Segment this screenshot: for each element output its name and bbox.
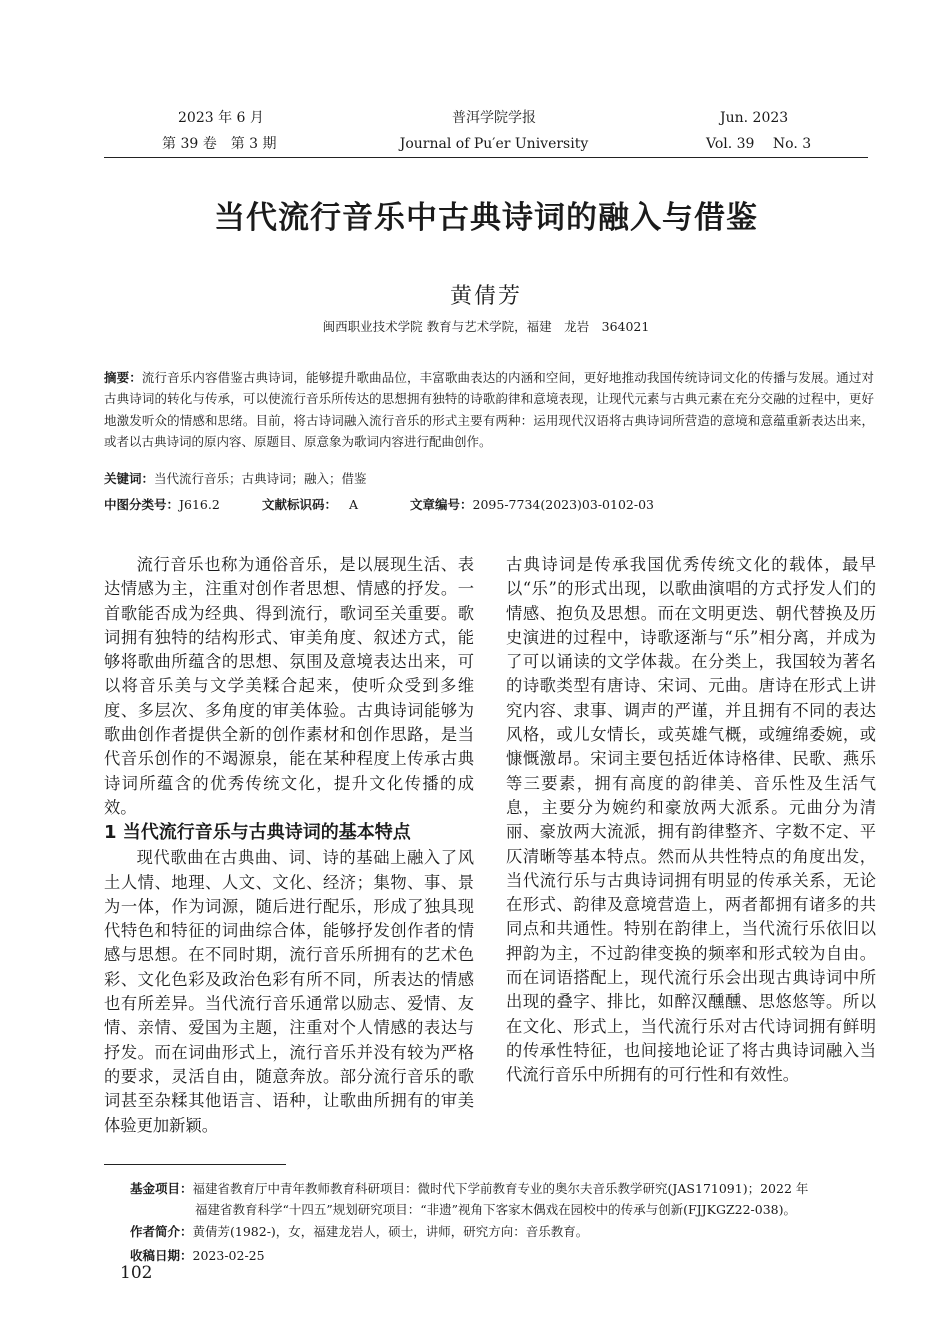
header-date-cn: 2023 年 6 月 [178, 110, 264, 126]
article-number-value: 2095-7734(2023)03-0102-03 [472, 497, 654, 512]
article-number-label: 文章编号： [410, 497, 473, 512]
right-paragraph: 古典诗词是传承我国优秀传统文化的载体，最早以“乐”的形式出现，以歌曲演唱的方式抒发人们的情感、抱负及思想。而在文明更迭、朝代替换及历史演进的过程中，诗歌逐渐与“乐”相分离，并成为了可以诵读的文学体裁。在分类上，我国较为著名的诗歌类型有唐诗、宋词、元曲。唐诗在形式上讲究内容、隶事、调声的严谨，并且拥有不同的表达风格，或儿女情长，或英雄气概，或缠绵委婉，或慷慨激昂。宋词主要包括近体诗格律、民歌、燕乐等三要素，拥有高度的韵律美、音乐性及生活气息，主要分为婉约和豪放两大派系。元曲分为清丽、豪放两大流派，拥有韵律整齐、字数不定、平仄清晰等基本特点。然而从共性特点的角度出发，当代流行乐与古典诗词拥有明显的传承关系，无论在形式、韵律及意境营造上，两者都拥有诸多的共同点和共通性。特别在韵律上，当代流行乐依旧以押韵为主，不过韵律变换的频率和形式较为自由。而在词语搭配上，现代流行乐会出现古典诗词中所出现的叠字、排比，如醉汉醺醺、思悠悠等。所以在文化、形式上，当代流行乐对古代诗词拥有鲜明的传承性特征，也间接地论证了将古典诗词融入当代流行音乐中所拥有的可行性和有效性。 [506, 555, 876, 1085]
abstract [104, 367, 874, 452]
article-title: 当代流行音乐中古典诗词的融入与借鉴 [214, 200, 758, 236]
author-bio-label: 作者简介： [130, 1224, 193, 1239]
author-name: 黄倩芳 [449, 284, 522, 309]
header-journal-en: Journal of Pu′er University [399, 136, 589, 152]
section-paragraph: 现代歌曲在古典曲、词、诗的基础上融入了风土人情、地理、人文、文化、经济；集物、事、景为一体，作为词源，随后进行配乐，形成了独具现代特色和特征的词曲综合体，能够抒发创作者的情感与思想。在不同时期，流行音乐所拥有的艺术色彩、文化色彩及政治色彩有所不同，所表达的情感也有所差异。当代流行音乐通常以励志、爱情、友情、亲情、爱国为主题，注重对个人情感的表达与抒发。而在词曲形式上，流行音乐并没有较为严格的要求，灵活自由，随意奔放。部分流行音乐的歌词甚至杂糅其他语言、语种，让歌曲所拥有的审美体验更加新颖。 [104, 848, 474, 1135]
right-column [506, 553, 876, 1088]
keywords [104, 470, 367, 488]
clc-number [104, 496, 220, 514]
fund-line-1: 福建省教育厅中青年教师教育科研项目：微时代下学前教育专业的奥尔夫音乐教学研究(JAS171091)；2022 年 [192, 1181, 809, 1196]
fund-line-2: 福建省教育科学“十四五”规划研究项目：“非遗”视角下客家木偶戏在园校中的传承与创新(FJJKGZ22-038)。 [195, 1202, 797, 1217]
author-affiliation: 闽西职业技术学院 教育与艺术学院，福建 龙岩 364021 [322, 319, 650, 334]
abstract-text: 流行音乐内容借鉴古典诗词，能够提升歌曲品位，丰富歌曲表达的内涵和空间，更好地推动我国传统诗词文化的传播与发展。通过对古典诗词的转化与传承，可以使流行音乐所传达的思想拥有独特的诗歌韵律和意境表现，让现代元素与古典元素在充分交融的过程中，更好地激发听众的情感和思绪。目前，将古诗词融入流行音乐的形式主要有两种：运用现代汉语将古典诗词所营造的意境和意蕴重新表达出来，或者以古典诗词的原内容、原题目、原意象为歌词内容进行配曲创作。 [104, 370, 874, 449]
section-heading: 1 当代流行音乐与古典诗词的基本特点 [104, 822, 411, 844]
received-date: 2023-02-25 [192, 1248, 265, 1263]
header-volume-en: Vol. 39 No. 3 [706, 136, 812, 152]
abstract-label: 摘要： [104, 370, 142, 385]
footnote-rule [104, 1164, 286, 1165]
page-number: 102 [120, 1263, 153, 1283]
intro-paragraph: 流行音乐也称为通俗音乐，是以展现生活、表达情感为主，注重对创作者思想、情感的抒发。一首歌能否成为经典、得到流行，歌词至关重要。歌词拥有独特的结构形式、审美角度、叙述方式，能够将歌曲所蕴含的思想、氛围及意境表达出来，可以将音乐美与文学美糅合起来，使听众受到多维度、多层次、多角度的审美体验。古典诗词能够为歌曲创作者提供全新的创作素材和创作思路，是当代音乐创作的不竭源泉，能在某种程度上传承古典诗词所蕴含的优秀传统文化，提升文化传播的成效。 [104, 555, 474, 817]
received-label: 收稿日期： [130, 1248, 193, 1263]
document-code [262, 496, 358, 514]
document-code-value: A [349, 497, 359, 512]
header-date-en: Jun. 2023 [720, 110, 789, 126]
footnote-fund [130, 1178, 870, 1220]
document-code-label: 文献标识码： [262, 497, 338, 512]
clc-value: J616.2 [179, 497, 220, 512]
clc-label: 中图分类号： [104, 497, 180, 512]
keywords-label: 关键词： [104, 471, 155, 486]
header-rule [104, 157, 868, 158]
header-volume-cn: 第 39 卷 第 3 期 [162, 136, 277, 152]
header-journal-cn: 普洱学院学报 [452, 110, 536, 126]
footnote-author [130, 1221, 870, 1242]
footnote-received [130, 1245, 870, 1266]
keywords-text: 当代流行音乐；古典诗词；融入；借鉴 [154, 471, 367, 486]
article-number [410, 496, 654, 514]
fund-label: 基金项目： [130, 1181, 193, 1196]
left-column [104, 553, 474, 1138]
author-bio-text: 黄倩芳(1982-)，女，福建龙岩人，硕士，讲师，研究方向：音乐教育。 [192, 1224, 589, 1239]
